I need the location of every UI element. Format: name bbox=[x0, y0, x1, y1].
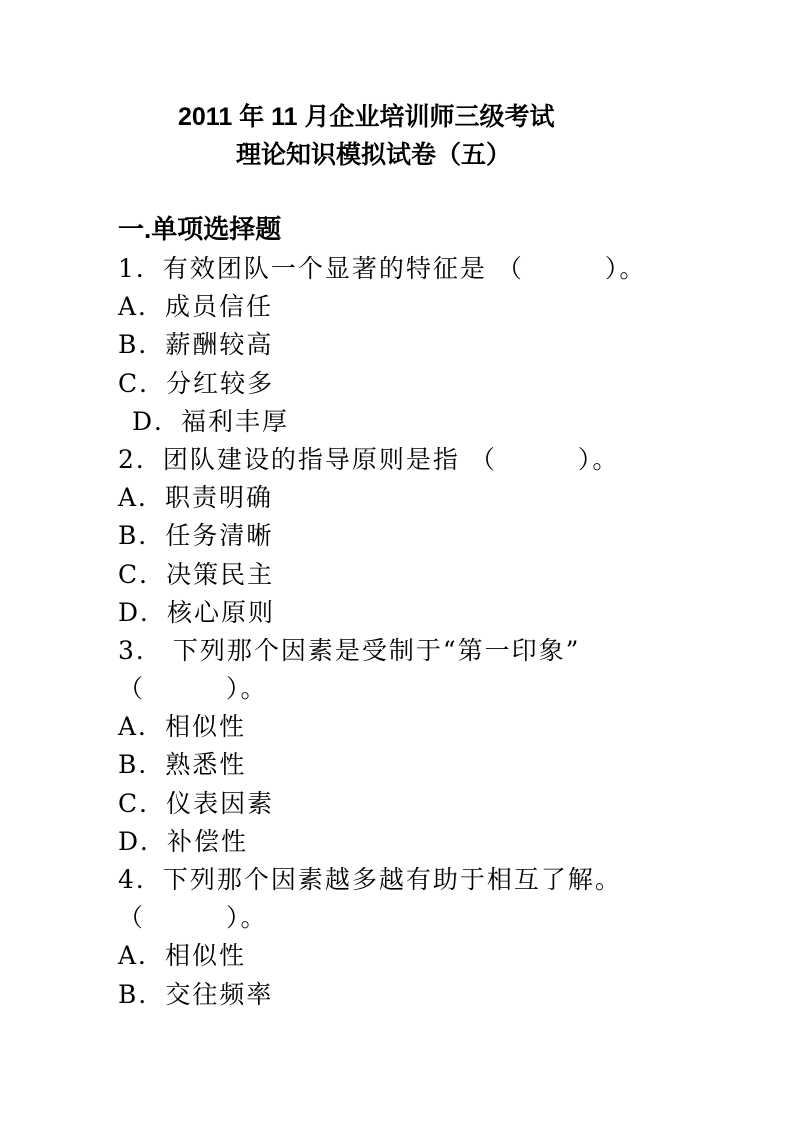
text-line: C．分红较多 bbox=[118, 368, 275, 398]
text-line: D．补偿性 bbox=[118, 826, 249, 856]
text-line: C．仪表因素 bbox=[118, 788, 275, 818]
section-heading: 一.单项选择题 bbox=[118, 214, 282, 244]
text-line: （ ）。 bbox=[118, 674, 268, 704]
text-line: D．福利丰厚 bbox=[132, 406, 290, 436]
text-line: A．相似性 bbox=[118, 941, 247, 971]
document-title-line-1: 2011 年 11 月企业培训师三级考试 bbox=[178, 103, 555, 131]
text-line: B．薪酬较高 bbox=[118, 330, 274, 360]
text-line: 4．下列那个因素越多越有助于相互了解。 bbox=[118, 865, 622, 894]
text-line: B．任务清晰 bbox=[118, 521, 274, 551]
text-line: A．职责明确 bbox=[118, 483, 274, 513]
text-line: 2．团队建设的指导原则是指 （ ）。 bbox=[118, 444, 620, 474]
text-line: B．熟悉性 bbox=[118, 750, 247, 780]
text-line: 1．有效团队一个显著的特征是 （ ）。 bbox=[118, 254, 647, 283]
text-line: C．决策民主 bbox=[118, 559, 275, 589]
text-line: （ ）。 bbox=[118, 903, 268, 933]
text-line: A．相似性 bbox=[118, 712, 247, 742]
document-title-line-2: 理论知识模拟试卷（五） bbox=[236, 141, 512, 169]
text-line: 3． 下列那个因素是受制于“第一印象” bbox=[118, 635, 581, 665]
text-line: D．核心原则 bbox=[118, 597, 276, 627]
question-list bbox=[118, 250, 758, 1014]
text-line: B．交往频率 bbox=[118, 979, 274, 1009]
text-line: A．成员信任 bbox=[118, 292, 274, 322]
